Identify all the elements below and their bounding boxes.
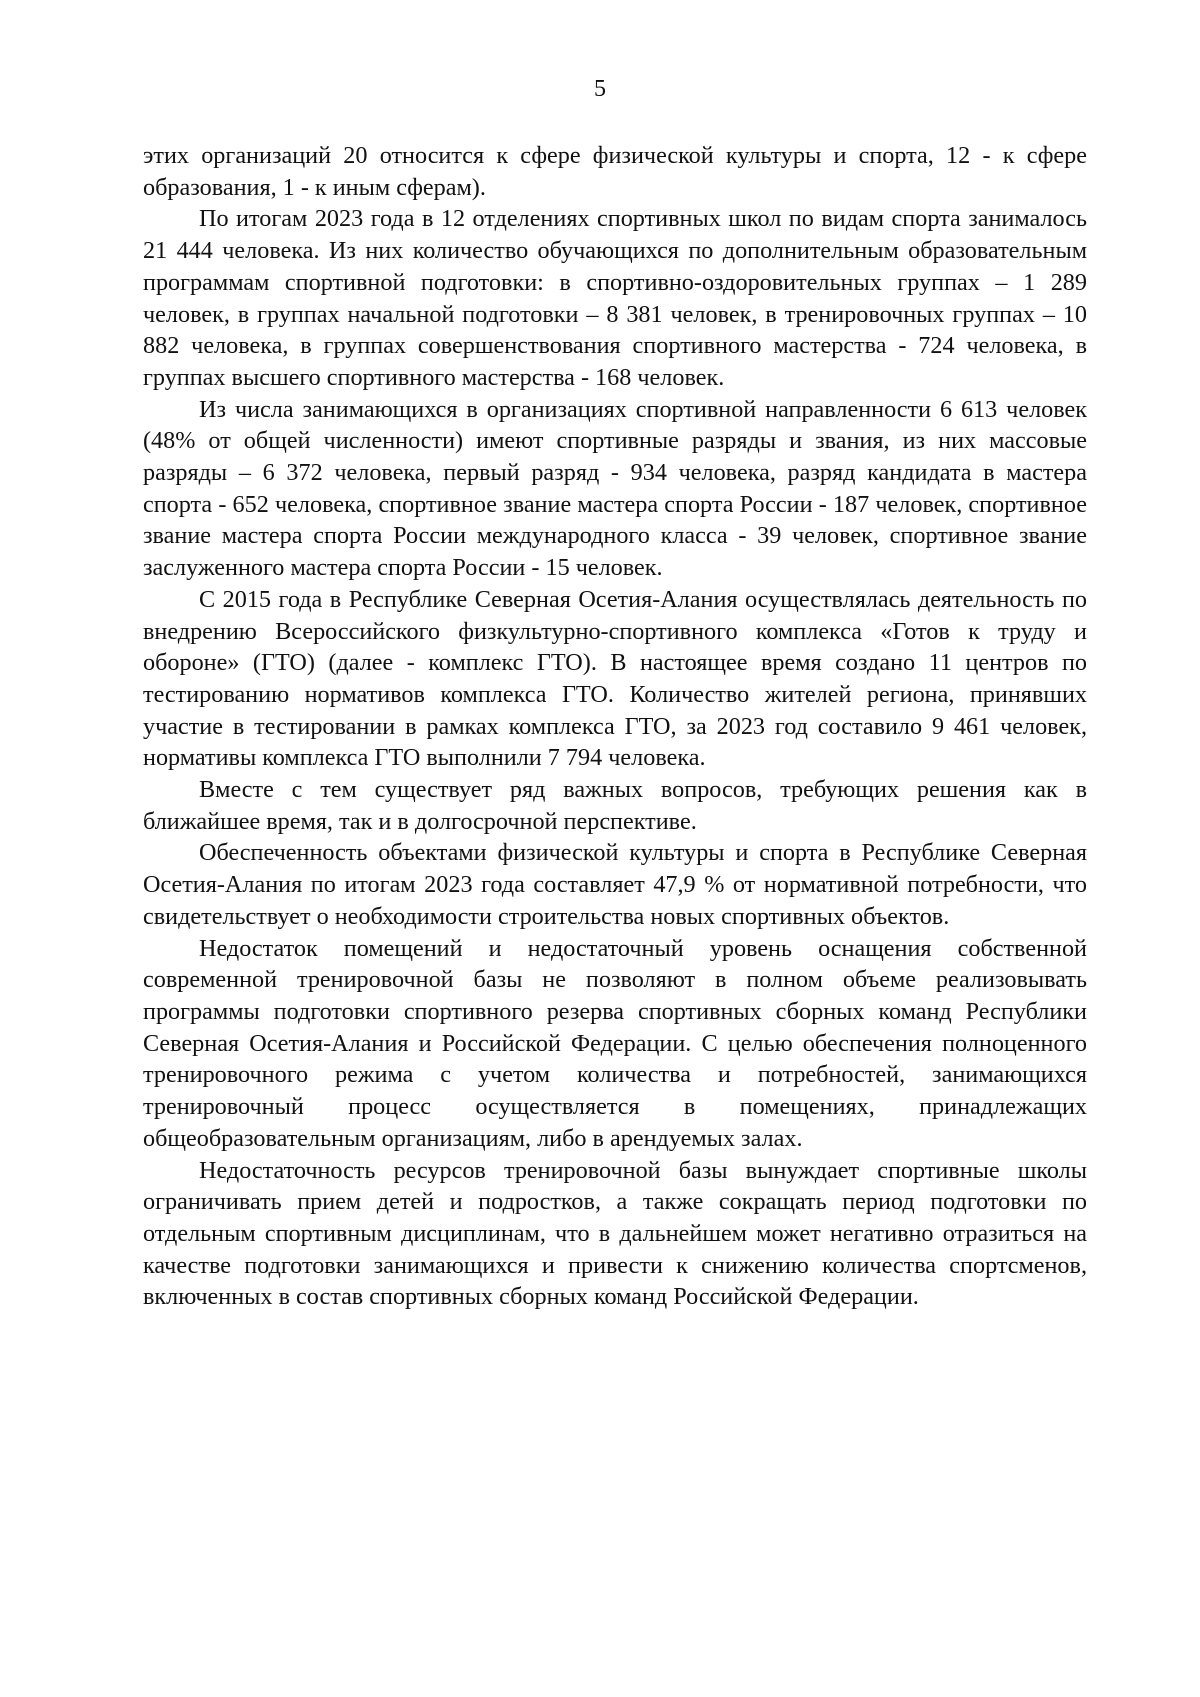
paragraph-open-questions: Вместе с тем существует ряд важных вопросов, требующих решения как в ближайшее время, так и в долгосрочной перспективе.: [143, 776, 1087, 835]
paragraph-continuation: этих организаций 20 относится к сфере физической культуры и спорта, 12 - к сфере образования, 1 - к иным сферам).: [143, 142, 1087, 201]
paragraph-facility-provision: Обеспеченность объектами физической культуры и спорта в Республике Северная Осетия-Алания по итогам 2023 года составляет 47,9 % от нормативной потребности, что свидетельствует о необходимости строительства новых спортивных объектов.: [143, 839, 1087, 930]
paragraph-resource-insufficiency: Недостаточность ресурсов тренировочной базы вынуждает спортивные школы ограничивать прием детей и подростков, а также сокращать период подготовки по отдельным спортивным дисциплинам, что в дальнейшем может негативно отразиться на качестве подготовки занимающихся и привести к снижению количества спортсменов, включенных в состав спортивных сборных команд Российской Федерации.: [143, 1156, 1087, 1311]
paragraph-sports-ranks: Из числа занимающихся в организациях спортивной направленности 6 613 человек (48% от общей численности) имеют спортивные разряды и звания, из них массовые разряды – 6 372 человека, первый разряд - 934 человека, разряд кандидата в мастера спорта - 652 человека, спортивное звание мастера спорта России - 187 человек, спортивное звание мастера спорта России международного класса - 39 человек, спортивное звание заслуженного мастера спорта России - 15 человек.: [143, 395, 1087, 582]
paragraph-gto-complex: С 2015 года в Республике Северная Осетия-Алания осуществлялась деятельность по внедрению Всероссийского физкультурно-спортивного комплекса «Готов к труду и обороне» (ГТО) (далее - комплекс ГТО). В настоящее время создано 11 центров по тестированию нормативов комплекса ГТО. Количество жителей региона, принявших участие в тестировании в рамках комплекса ГТО, за 2023 год составило 9 461 человек, нормативы комплекса ГТО выполнили 7 794 человека.: [143, 585, 1087, 772]
document-body: [143, 140, 1087, 1313]
paragraph-training-base-shortage: Недостаток помещений и недостаточный уровень оснащения собственной современной тренировочной базы не позволяют в полном объеме реализовывать программы подготовки спортивного резерва спортивных сборных команд Республики Северная Осетия-Алания и Российской Федерации. С целью обеспечения полноценного тренировочного режима с учетом количества и потребностей, занимающихся тренировочный процесс осуществляется в помещениях, принадлежащих общеобразовательным организациям, либо в арендуемых залах.: [143, 934, 1087, 1152]
page-number: 5: [594, 76, 606, 102]
paragraph-sports-schools: По итогам 2023 года в 12 отделениях спортивных школ по видам спорта занималось 21 444 человека. Из них количество обучающихся по дополнительным образовательным программам спортивной подготовки: в спортивно-оздоровительных группах – 1 289 человек, в группах начальной подготовки – 8 381 человек, в тренировочных группах – 10 882 человека, в группах совершенствования спортивного мастерства - 724 человека, в группах высшего спортивного мастерства - 168 человек.: [143, 205, 1087, 391]
